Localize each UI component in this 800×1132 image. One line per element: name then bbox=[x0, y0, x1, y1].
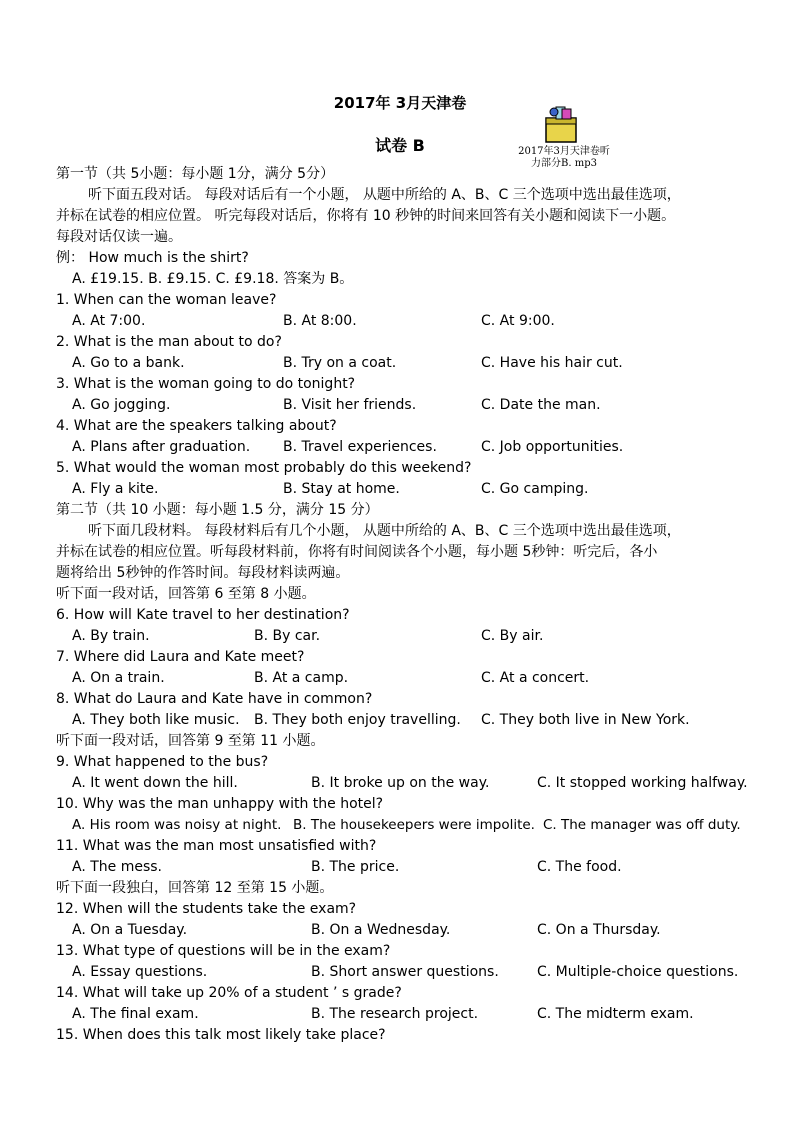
example-question: 例： How much is the shirt? bbox=[56, 250, 249, 266]
option-6c: C. By air. bbox=[481, 628, 544, 644]
option-10a: A. His room was noisy at night. bbox=[72, 817, 282, 833]
section2-instruction-line3: 题将给出 5秒钟的作答时间。每段材料读两遍。 bbox=[56, 565, 350, 581]
option-9c: C. It stopped working halfway. bbox=[537, 775, 748, 791]
section2-heading: 第二节（共 10 小题：每小题 1.5 分，满分 15 分） bbox=[56, 502, 379, 518]
option-4b: B. Travel experiences. bbox=[283, 439, 437, 455]
question-8: 8. What do Laura and Kate have in common? bbox=[56, 691, 373, 707]
section1-instruction-line2: 并标在试卷的相应位置。 听完每段对话后，你将有 10 秒钟的时间来回答有关小题和阅读下一小题。 bbox=[56, 208, 676, 224]
option-8a: A. They both like music. bbox=[72, 712, 240, 728]
question-5: 5. What would the woman most probably do this weekend? bbox=[56, 460, 472, 476]
section1-instruction-line3: 每段对话仅读一遍。 bbox=[56, 229, 182, 245]
option-2b: B. Try on a coat. bbox=[283, 355, 397, 371]
option-1c: C. At 9:00. bbox=[481, 313, 555, 329]
question-6: 6. How will Kate travel to her destination? bbox=[56, 607, 350, 623]
question-4: 4. What are the speakers talking about? bbox=[56, 418, 337, 434]
option-12a: A. On a Tuesday. bbox=[72, 922, 188, 938]
option-2a: A. Go to a bank. bbox=[72, 355, 185, 371]
question-2: 2. What is the man about to do? bbox=[56, 334, 282, 350]
option-9a: A. It went down the hill. bbox=[72, 775, 238, 791]
option-12b: B. On a Wednesday. bbox=[311, 922, 451, 938]
option-6b: B. By car. bbox=[254, 628, 321, 644]
question-15: 15. When does this talk most likely take place? bbox=[56, 1027, 386, 1043]
option-8b: B. They both enjoy travelling. bbox=[254, 712, 461, 728]
group-3-instruction: 听下面一段独白，回答第 12 至第 15 小题。 bbox=[56, 880, 334, 896]
option-3a: A. Go jogging. bbox=[72, 397, 171, 413]
audio-file-label[interactable] bbox=[510, 146, 618, 170]
option-13b: B. Short answer questions. bbox=[311, 964, 499, 980]
section1-heading: 第一节（共 5小题：每小题 1分，满分 5分） bbox=[56, 166, 335, 182]
option-5b: B. Stay at home. bbox=[283, 481, 400, 497]
option-4c: C. Job opportunities. bbox=[481, 439, 624, 455]
option-14b: B. The research project. bbox=[311, 1006, 479, 1022]
question-12: 12. When will the students take the exam? bbox=[56, 901, 357, 917]
option-5c: C. Go camping. bbox=[481, 481, 589, 497]
option-7a: A. On a train. bbox=[72, 670, 165, 686]
option-1b: B. At 8:00. bbox=[283, 313, 357, 329]
section2-instruction-line1: 听下面几段材料。 每段材料后有几个小题， 从题中所给的 A、B、C 三个选项中选出最佳选项， bbox=[88, 523, 681, 539]
audio-file-label-line2: 力部分B. mp3 bbox=[531, 158, 597, 169]
option-6a: A. By train. bbox=[72, 628, 150, 644]
option-2c: C. Have his hair cut. bbox=[481, 355, 623, 371]
section2-instruction-line2: 并标在试卷的相应位置。听每段材料前，你将有时间阅读各个小题，每小题 5秒钟：听完后，各小 bbox=[56, 544, 658, 560]
option-3c: C. Date the man. bbox=[481, 397, 601, 413]
page-title: 2017年 3月天津卷 bbox=[333, 94, 467, 112]
question-14: 14. What will take up 20% of a student ’ s grade? bbox=[56, 985, 402, 1001]
option-11c: C. The food. bbox=[537, 859, 622, 875]
option-3b: B. Visit her friends. bbox=[283, 397, 417, 413]
paper-version: 试卷 B bbox=[375, 136, 425, 155]
question-1: 1. When can the woman leave? bbox=[56, 292, 277, 308]
option-11a: A. The mess. bbox=[72, 859, 163, 875]
question-3: 3. What is the woman going to do tonight? bbox=[56, 376, 356, 392]
option-9b: B. It broke up on the way. bbox=[311, 775, 490, 791]
option-8c: C. They both live in New York. bbox=[481, 712, 690, 728]
group-2-instruction: 听下面一段对话，回答第 9 至第 11 小题。 bbox=[56, 733, 325, 749]
question-13: 13. What type of questions will be in the exam? bbox=[56, 943, 391, 959]
audio-file-icon[interactable] bbox=[540, 104, 584, 144]
option-14a: A. The final exam. bbox=[72, 1006, 199, 1022]
option-1a: A. At 7:00. bbox=[72, 313, 146, 329]
option-7c: C. At a concert. bbox=[481, 670, 590, 686]
option-13a: A. Essay questions. bbox=[72, 964, 208, 980]
option-10b: B. The housekeepers were impolite. bbox=[293, 817, 535, 833]
question-10: 10. Why was the man unhappy with the hotel? bbox=[56, 796, 384, 812]
audio-file-label-line1: 2017年3月天津卷听 bbox=[518, 146, 610, 157]
option-12c: C. On a Thursday. bbox=[537, 922, 661, 938]
option-4a: A. Plans after graduation. bbox=[72, 439, 251, 455]
group-1-instruction: 听下面一段对话，回答第 6 至第 8 小题。 bbox=[56, 586, 316, 602]
question-11: 11. What was the man most unsatisfied with? bbox=[56, 838, 377, 854]
question-7: 7. Where did Laura and Kate meet? bbox=[56, 649, 305, 665]
option-13c: C. Multiple-choice questions. bbox=[537, 964, 739, 980]
section1-instruction-line1: 听下面五段对话。 每段对话后有一个小题， 从题中所给的 A、B、C 三个选项中选出最佳选项， bbox=[88, 187, 681, 203]
option-11b: B. The price. bbox=[311, 859, 400, 875]
option-5a: A. Fly a kite. bbox=[72, 481, 159, 497]
option-14c: C. The midterm exam. bbox=[537, 1006, 694, 1022]
example-answer: A. £19.15. B. £9.15. C. £9.18. 答案为 B。 bbox=[72, 271, 354, 287]
option-7b: B. At a camp. bbox=[254, 670, 349, 686]
question-9: 9. What happened to the bus? bbox=[56, 754, 269, 770]
option-10c: C. The manager was off duty. bbox=[543, 817, 741, 833]
